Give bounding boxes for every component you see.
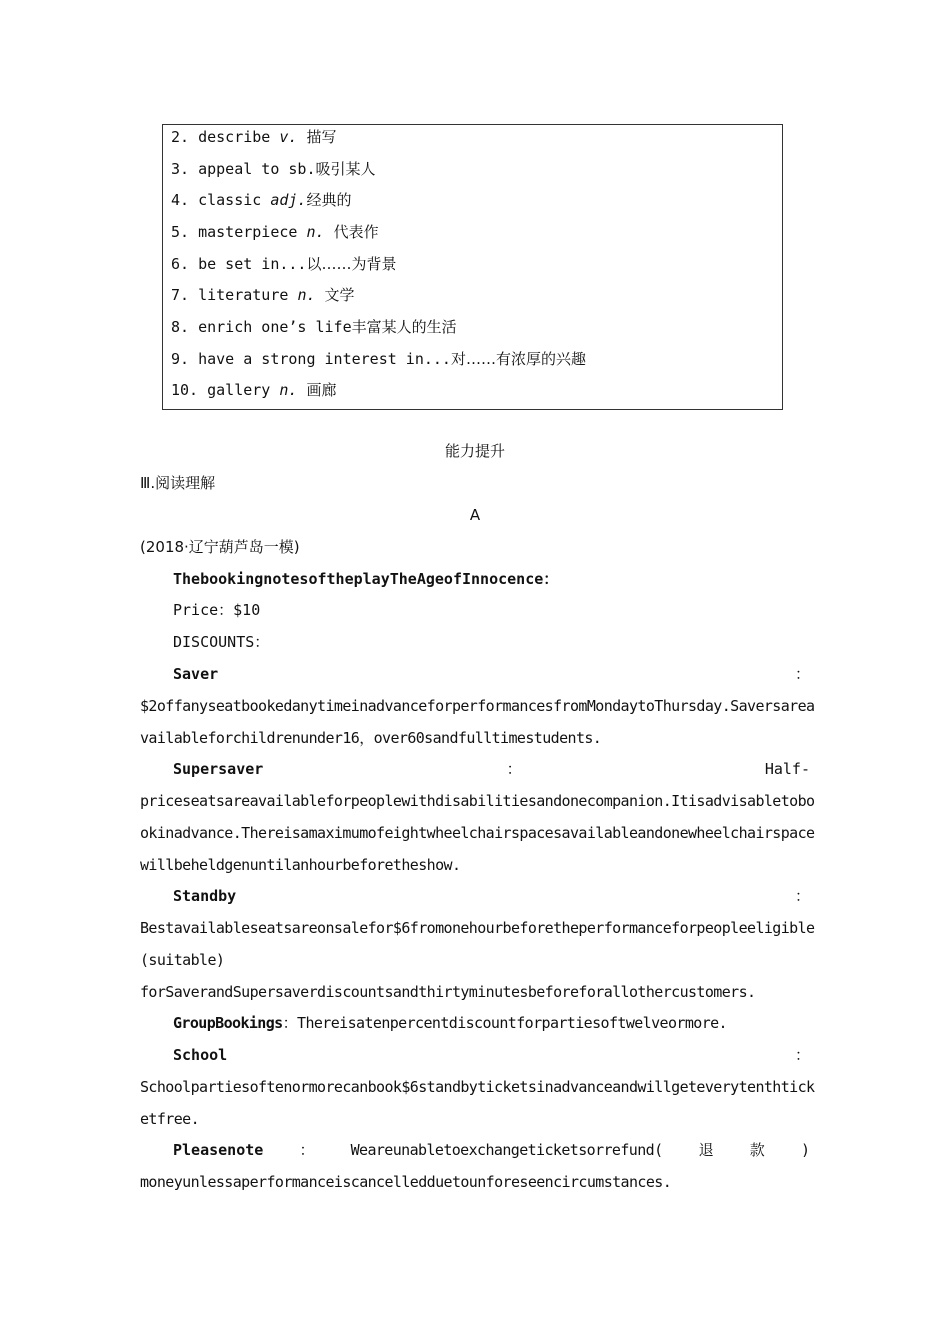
vocab-num: 3. [171, 160, 190, 178]
vocab-word: have a strong interest in... [198, 350, 451, 368]
vocab-word: literature [198, 286, 289, 304]
supersaver-line: okinadvance.Thereisamaximumofeightwheelchairspacesavailableandonewheelchairspace [140, 824, 815, 842]
vocab-num: 7. [171, 286, 190, 304]
vocabulary-box [162, 124, 783, 410]
price: Price：$10 [173, 601, 261, 619]
vocab-pos: v. [279, 128, 298, 146]
note-close: ) [800, 1141, 810, 1159]
part-heading: Ⅲ.阅读理解 [140, 474, 216, 492]
saver-line: $2offanyseatbookedanytimeinadvanceforperformancesfromMondaytoThursday.Saversarea [140, 697, 815, 715]
vocab-word: appeal to sb. [198, 160, 316, 178]
standby-label: Standby [173, 887, 237, 905]
note-gloss: 退 [698, 1141, 714, 1159]
vocab-meaning: 以……为背景 [306, 255, 397, 273]
vocab-meaning: 文学 [324, 286, 355, 304]
supersaver-half: Half- [764, 760, 810, 778]
supersaver-line: willbeheldgenuntilanhourbeforetheshow. [140, 856, 461, 874]
vocab-meaning: 丰富某人的生活 [351, 318, 457, 336]
note-gloss: 款 [749, 1141, 765, 1159]
school-label: School [173, 1046, 228, 1064]
note-colon: ： [299, 1141, 315, 1159]
vocab-item [171, 379, 336, 401]
group-bookings [173, 1011, 810, 1035]
school-colon: ： [794, 1046, 810, 1064]
vocab-word: gallery [207, 381, 271, 399]
supersaver-heading [173, 757, 810, 781]
vocab-num: 6. [171, 255, 190, 273]
vocab-word: classic [198, 191, 262, 209]
vocab-word: enrich one’s life [198, 318, 352, 336]
supersaver-label: Supersaver [173, 760, 264, 778]
vocab-item [171, 221, 379, 243]
vocab-meaning: 代表作 [333, 223, 379, 241]
vocab-num: 9. [171, 350, 190, 368]
standby-line: (suitable) [140, 951, 225, 969]
vocab-meaning: 经典的 [306, 191, 352, 209]
note-line: moneyunlessaperformanceiscancelledduetounforeseencircumstances. [140, 1173, 672, 1191]
supersaver-line: priceseatsareavailableforpeoplewithdisabilitiesandonecompanion.Itisadvisabletobo [140, 792, 815, 810]
vocab-num: 2. [171, 128, 190, 146]
notes-title: ThebookingnotesoftheplayTheAgeofInnocence： [173, 570, 559, 588]
vocab-item [171, 348, 586, 370]
vocab-meaning: 吸引某人 [315, 160, 376, 178]
vocab-item [171, 158, 376, 180]
vocab-pos: n. [279, 381, 298, 399]
supersaver-colon: ： [506, 760, 522, 778]
note-heading [173, 1138, 810, 1162]
note-label: Pleasenote [173, 1141, 264, 1159]
vocab-item [171, 253, 396, 275]
vocab-meaning: 描写 [306, 128, 337, 146]
vocab-num: 4. [171, 191, 190, 209]
saver-colon: ： [794, 665, 810, 683]
vocab-item [171, 284, 355, 306]
group-colon: ： [282, 1014, 298, 1032]
vocab-pos: n. [297, 286, 316, 304]
vocab-pos: n. [306, 223, 325, 241]
vocab-pos: adj. [270, 191, 307, 209]
school-line: etfree. [140, 1110, 200, 1128]
vocab-word: masterpiece [198, 223, 298, 241]
group-label: GroupBookings [173, 1014, 283, 1032]
vocab-item [171, 316, 457, 338]
passage-letter: A [469, 506, 481, 524]
saver-label: Saver [173, 665, 219, 683]
standby-line: Bestavailableseatsareonsalefor$6fromonehourbeforetheperformanceforpeopleeligible [140, 919, 815, 937]
source-note: (2018·辽宁葫芦岛一模) [140, 538, 300, 556]
standby-heading [173, 884, 810, 908]
vocab-meaning: 画廊 [306, 381, 337, 399]
section-title: 能力提升 [444, 442, 505, 460]
vocab-word: describe [198, 128, 271, 146]
saver-line: vailableforchildrenunder16，over60sandfulltimestudents. [140, 729, 602, 747]
vocab-num: 8. [171, 318, 190, 336]
saver-heading [173, 662, 810, 686]
vocab-num: 5. [171, 223, 190, 241]
vocab-num: 10. [171, 381, 199, 399]
vocab-word: be set in... [198, 255, 307, 273]
note-text: Weareunabletoexchangeticketsorrefund( [350, 1141, 663, 1159]
vocab-item [171, 126, 336, 148]
school-heading [173, 1043, 810, 1067]
vocab-item [171, 189, 351, 211]
vocab-meaning: 对……有浓厚的兴趣 [450, 350, 586, 368]
standby-line: forSaverandSupersaverdiscountsandthirtyminutesbeforeforallothercustomers. [140, 983, 756, 1001]
school-line: Schoolpartiesoftenormorecanbook$6standbyticketsinadvanceandwillgeteverytenthtick [140, 1078, 815, 1096]
discounts-label: DISCOUNTS： [173, 633, 270, 651]
group-text: Thereisatenpercentdiscountforpartiesoftwelveormore. [297, 1014, 727, 1032]
standby-colon: ： [794, 887, 810, 905]
